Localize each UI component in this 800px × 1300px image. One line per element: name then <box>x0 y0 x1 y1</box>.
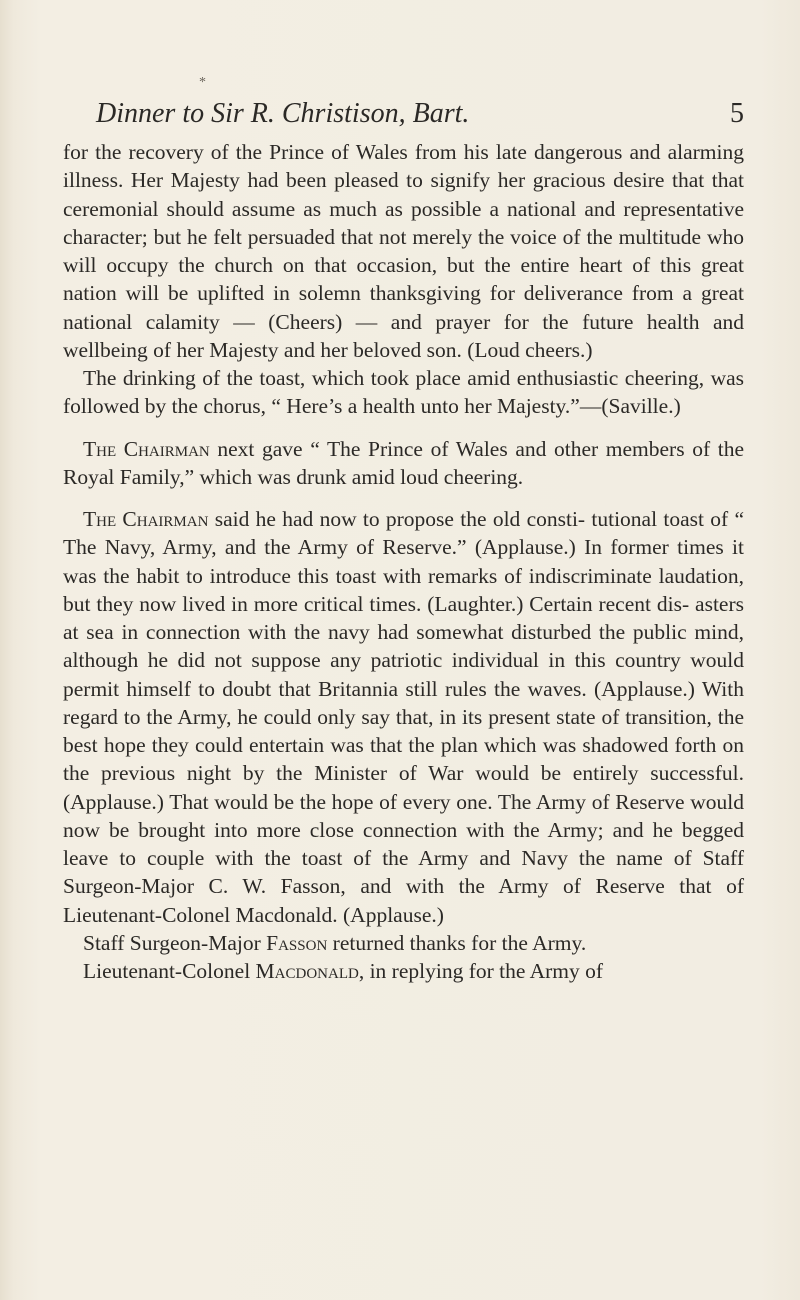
printer-mark: * <box>199 75 206 90</box>
speaker-macdonald: Macdonald <box>255 959 359 983</box>
paragraph-4 <box>63 505 744 929</box>
paragraph-5 <box>63 929 744 957</box>
paragraph-6-text: Lieutenant-Colonel <box>83 959 256 983</box>
paragraph-2 <box>63 364 744 421</box>
page-number: 5 <box>730 98 744 129</box>
paragraph-4-text: said he had now to propose the old consti- tutional toast of “ The Navy, Army, and the Army of Reserve.” (Applause.) In former times it was the habit to introduce this toast with remarks of indiscriminate laudation, but they now lived in more critical times. (Laughter.) Certain recent dis- asters at sea in connection with the navy had somewhat disturbed the public mind, although he did not suppose any patriotic individual in this country would permit himself to doubt that Britannia still rules the waves. (Applause.) With regard to the Army, he could only say that, in its present state of transition, the best hope they could entertain was that the plan which was shadowed forth on the previous night by the Minister of War would be entirely successful. (Applause.) That would be the hope of every one. The Army of Reserve would now be brought into more close connection with the Army; and he begged leave to couple with the toast of the Army and Navy the name of Staff Surgeon-Major C. W. Fasson, and with the Army of Reserve that of Lieutenant-Colonel Macdonald. (Applause.) <box>63 507 744 927</box>
paragraph-3 <box>63 435 744 492</box>
speaker-fasson: Fasson <box>266 930 328 955</box>
paragraph-1 <box>63 138 744 364</box>
running-head <box>96 96 744 132</box>
body-text <box>63 138 744 985</box>
paragraph-1-text: for the recovery of the Prince of Wales from his late dangerous and alarming illness. Her Majesty had been pleased to signify her gracious desire that that ceremonial should assume as much as possible a national and representative character; but he felt persuaded that not merely the voice of the multitude who will occupy the church on that occasion, but the entire heart of this great nation will be uplifted in solemn thanksgiving for deliverance from a great national calamity — (Cheers) — and prayer for the future health and wellbeing of her Majesty and her beloved son. (Loud cheers.) <box>63 140 744 362</box>
paragraph-3-text: next gave “ The Prince of Wales and other members of the Royal Family,” which was drunk amid loud cheering. <box>63 436 744 489</box>
speaker-chairman: The Chairman <box>83 507 209 531</box>
paragraph-6 <box>63 957 744 985</box>
paragraph-2-text: The drinking of the toast, which took place amid enthusiastic cheering, was followed by the chorus, “ Here’s a health unto her Majesty.”—(Saville.) <box>63 366 744 419</box>
paragraph-6-tail: , in replying for the Army of <box>358 959 604 983</box>
running-head-title: Dinner to Sir R. Christison, Bart. <box>96 98 470 129</box>
paragraph-5-text: Staff Surgeon-Major <box>83 930 267 955</box>
speaker-chairman: The Chairman <box>83 436 210 461</box>
paragraph-5-tail: returned thanks for the Army. <box>327 930 587 955</box>
